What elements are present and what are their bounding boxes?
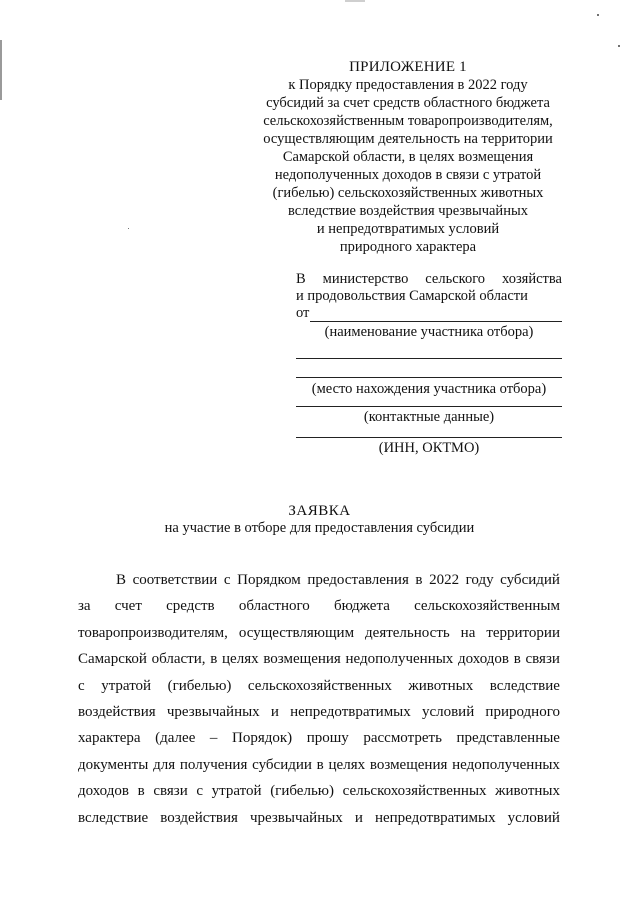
word: министерство [322,271,409,287]
body-word: природного [485,703,560,720]
field-line[interactable] [296,376,562,378]
document-title: ЗАЯВКА [288,503,351,519]
body-word: году [465,572,494,588]
body-word: в [415,572,423,588]
body-line [78,752,560,778]
body-word: вследствие [78,809,149,826]
body-word: (далее [155,730,196,747]
caption-contacts: (контактные данные) [363,409,495,425]
appendix-line: вследствие воздействия чрезвычайных [288,203,528,219]
body-word: сельскохозяйственных [247,677,392,694]
body-word: документы [78,756,149,773]
body-word: связи [153,783,188,800]
appendix-line: сельскохозяйственным товаропроизводителям, [263,113,553,129]
body-word: рассмотреть [363,730,442,747]
body-word: непредотвратимых [374,809,496,826]
body-word: целях [328,756,366,773]
caption-participant-location: (место нахождения участника отбора) [311,381,547,397]
body-line [78,646,560,672]
body-word: характера [78,730,141,747]
body-word: с [223,572,231,588]
body-word: 2022 [429,572,460,588]
body-word: в [137,783,145,800]
body-line [78,620,560,646]
appendix-block [248,58,568,256]
body-word: с [78,677,85,694]
body-word: связи [525,651,560,668]
scan-top-mark [345,0,365,2]
body-word: в [316,756,324,773]
body-word: В [116,572,127,588]
addressee-line-2: и продовольствия Самарской области [296,288,528,304]
body-word: недополученных [452,756,560,773]
body-word: для [153,756,176,773]
appendix-line: (гибелью) сельскохозяйственных животных [272,185,544,201]
body-word: области, [151,651,206,668]
body-word: возмещения [369,756,448,773]
body-word: воздействия [78,703,156,720]
body-word: и [270,703,279,720]
body-word: осуществляющим [238,624,355,641]
body-word: областного [238,598,310,615]
body-word: (гибелью) [270,783,334,800]
scan-speck [597,14,599,16]
document-subtitle: на участие в отборе для предоставления субсидии [164,520,475,536]
body-word: сельскохозяйственных [342,783,487,800]
body-word: в [210,651,218,668]
body-word: средств [166,598,215,615]
scan-edge-mark [0,40,2,100]
body-word: утратой [101,677,152,694]
body-word: предоставления [307,572,409,588]
field-line[interactable] [296,405,562,407]
body-word: целях [222,651,259,668]
body-paragraph [78,567,560,831]
body-line [78,567,560,593]
addressee-line-1 [296,271,562,288]
body-word: представленные [456,730,560,747]
body-word: доходов [458,651,509,668]
body-word: непредотвратимых [290,703,411,720]
body-word: животных [408,677,474,694]
body-word: сельскохозяйственным [414,598,560,615]
body-word: субсидии [252,756,312,773]
body-line [78,673,560,699]
body-word: вследствие [489,677,560,694]
body-word: Самарской [78,651,147,668]
body-line [78,805,560,831]
body-word: прошу [306,730,349,747]
body-word: за [78,598,91,615]
body-word: Порядком [237,572,301,588]
body-word: бюджета [333,598,390,615]
body-line [78,699,560,725]
field-line[interactable] [296,436,562,438]
appendix-line: и непредотвратимых условий [316,221,500,237]
addressee-block [296,271,562,457]
word: В [296,271,306,287]
body-word: утратой [211,783,262,800]
appendix-line: природного характера [339,239,477,255]
body-word: чрезвычайных [166,703,260,720]
appendix-title: ПРИЛОЖЕНИЕ 1 [349,59,467,75]
body-word: соответствии [132,572,218,588]
body-line [78,593,560,619]
body-word: с [196,783,204,800]
body-word: условий [507,809,560,826]
appendix-line: Самарской области, в целях возмещения [282,149,534,165]
field-line[interactable] [296,357,562,359]
body-word: субсидий [500,572,560,588]
caption-participant-name: (наименование участника отбора) [324,324,534,340]
body-word: возмещения [263,651,341,668]
word: сельского [425,271,486,287]
body-word: воздействия [160,809,238,826]
appendix-line: субсидий за счет средств областного бюджета [266,95,550,111]
body-word: и [354,809,363,826]
from-row [296,305,562,322]
body-line [78,725,560,751]
body-word: получения [179,756,248,773]
body-word: товаропроизводителям, [78,624,228,641]
body-word: Порядок) [231,730,293,747]
body-word: условий [421,703,475,720]
body-word: недополученных [345,651,454,668]
appendix-line: осуществляющим деятельность на территории [263,131,553,147]
body-word: счет [114,598,142,615]
word: хозяйства [502,271,562,287]
from-label: от [296,305,310,321]
from-underline[interactable] [310,307,562,322]
body-word: территории [486,624,560,641]
body-word: в [513,651,521,668]
body-word: животных [495,783,560,800]
body-word: деятельность [365,624,450,641]
body-word: чрезвычайных [250,809,343,826]
body-word: – [209,730,218,747]
body-word: доходов [78,783,129,800]
appendix-line: недополученных доходов в связи с утратой [274,167,542,183]
appendix-line: к Порядку предоставления в 2022 году [288,77,528,93]
caption-inn-oktmo: (ИНН, ОКТМО) [378,440,480,456]
scan-speck [618,45,620,47]
body-word: (гибелью) [167,677,232,694]
body-line [78,778,560,804]
scan-speck [128,228,129,229]
body-word: на [460,624,476,641]
